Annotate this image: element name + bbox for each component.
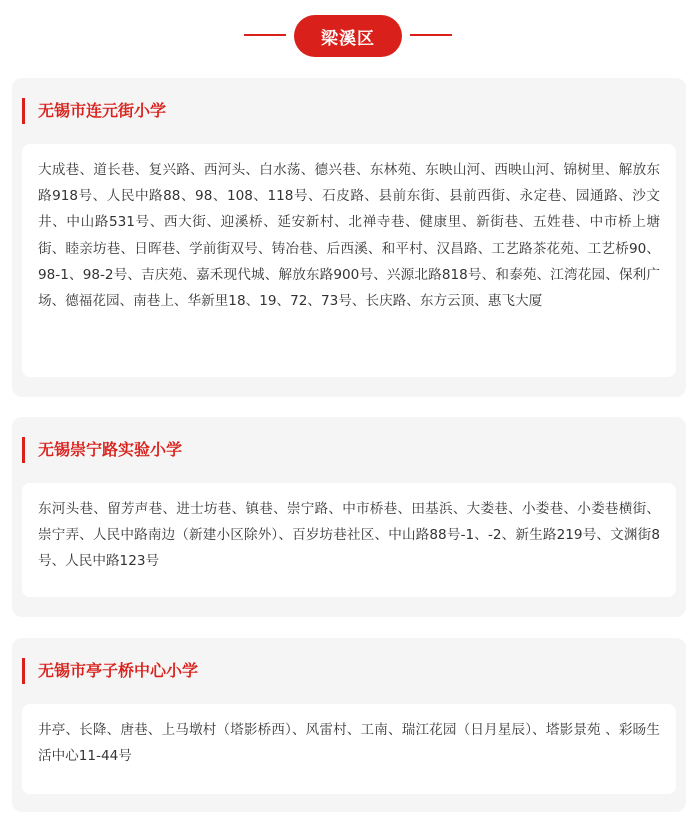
school-section-tingziqiao	[12, 638, 686, 812]
school-name: 无锡崇宁路实验小学	[22, 437, 182, 463]
header-divider-left	[244, 34, 286, 36]
school-section-lianyuanjie	[12, 78, 686, 397]
school-name: 无锡市亭子桥中心小学	[22, 658, 198, 684]
school-district-area: 东河头巷、留芳声巷、进士坊巷、镇巷、崇宁路、中市桥巷、田基浜、大娄巷、小娄巷、小娄巷横街、崇宁弄、人民中路南边（新建小区除外）、百岁坊巷社区、中山路88号-1、-2、新生路219号、文渊街8号、人民中路123号	[22, 483, 676, 597]
district-header	[0, 0, 696, 70]
school-name: 无锡市连元街小学	[22, 98, 166, 124]
school-section-chongninglu	[12, 417, 686, 617]
district-title-badge: 梁溪区	[294, 15, 402, 57]
school-district-area: 大成巷、道长巷、复兴路、西河头、白水荡、德兴巷、东林苑、东映山河、西映山河、锦树里、解放东路918号、人民中路88、98、108、118号、石皮路、县前东街、县前西街、永定巷、园通路、沙文井、中山路531号、西大街、迎溪桥、延安新村、北禅寺巷、健康里、新街巷、五姓巷、中市桥上塘街、睦亲坊巷、日晖巷、学前街双号、铸冶巷、后西溪、和平村、汉昌路、工艺路茶花苑、工艺桥90、98-1、98-2号、吉庆苑、嘉禾现代城、解放东路900号、兴源北路818号、和泰苑、江湾花园、保利广场、德福花园、南巷上、华新里18、19、72、73号、长庆路、东方云顶、惠飞大厦	[22, 144, 676, 377]
school-district-area: 井亭、长降、唐巷、上马墩村（塔影桥西）、风雷村、工南、瑞江花园（日月星辰）、塔影景苑 、彩旸生活中心11-44号	[22, 704, 676, 794]
header-divider-right	[410, 34, 452, 36]
